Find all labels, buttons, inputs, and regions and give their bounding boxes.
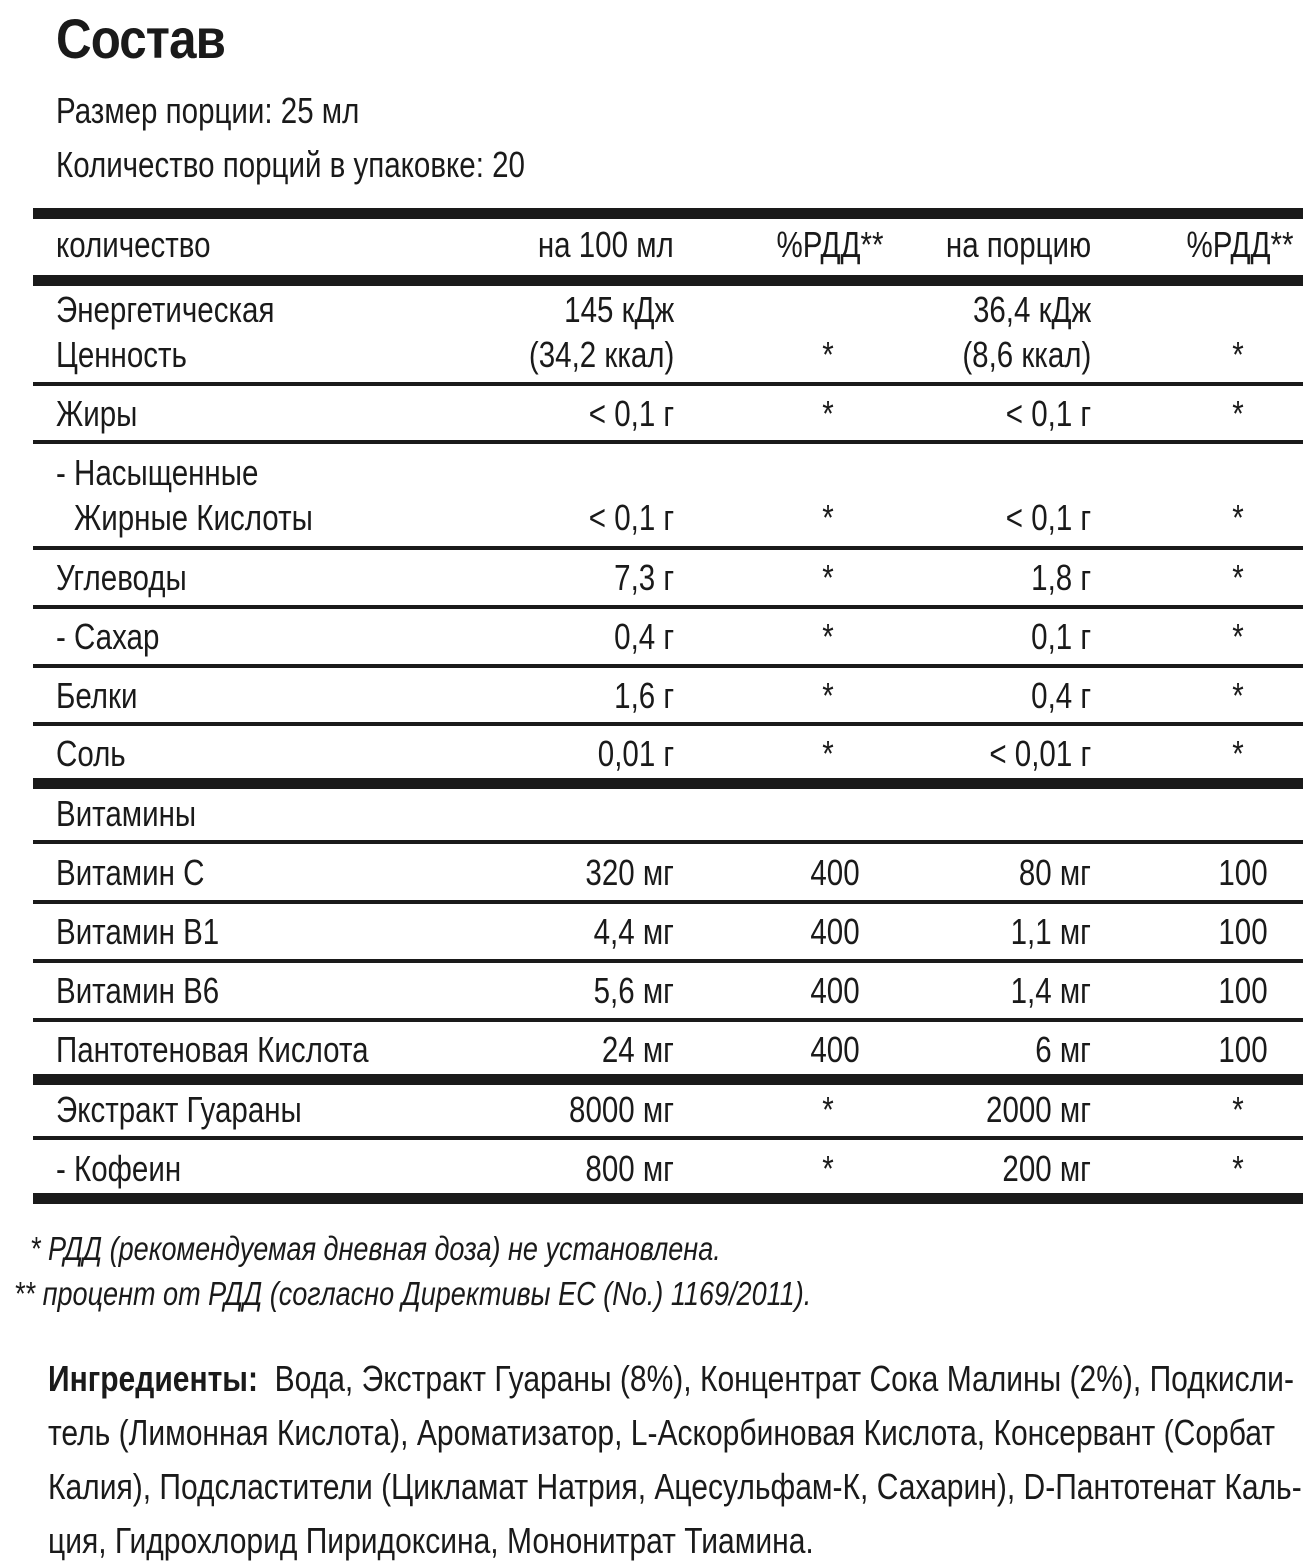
rule-row [33, 722, 1303, 726]
row-energy-per100: (34,2 ккал) [528, 334, 674, 375]
row-energy-name: Ценность [56, 334, 187, 375]
rule-row [33, 900, 1303, 904]
ingredients-text: тель (Лимонная Кислота), Ароматизатор, L-Аскорбиновая Кислота, Консервант (Сорбат [48, 1412, 1276, 1453]
rule-top [33, 208, 1303, 219]
row-pantothenic-rdd2: 100 [1218, 1029, 1268, 1070]
section-vitamins: Витамины [56, 793, 197, 834]
row-sugar-serving: 0,1 г [1030, 616, 1091, 657]
row-vitamin-c-rdd2: 100 [1218, 852, 1268, 893]
row-energy-serving: 36,4 кДж [972, 289, 1091, 330]
row-saturated-rdd1: * [822, 497, 834, 538]
row-sugar-rdd1: * [822, 616, 834, 657]
row-protein-name: Белки [56, 675, 138, 716]
row-saturated-rdd2: * [1232, 497, 1244, 538]
row-caffeine-serving: 200 мг [1002, 1148, 1091, 1189]
row-salt-name: Соль [56, 733, 126, 774]
row-vitamin-b1-rdd2: 100 [1218, 911, 1268, 952]
row-salt-serving: < 0,01 г [989, 733, 1091, 774]
rule-row [33, 440, 1303, 444]
row-protein-rdd2: * [1232, 675, 1244, 716]
row-guarana-rdd1: * [822, 1089, 834, 1130]
row-guarana-per100: 8000 мг [569, 1089, 674, 1130]
row-saturated-name: Жирные Кислоты [74, 497, 313, 538]
row-vitamin-c-per100: 320 мг [585, 852, 674, 893]
row-caffeine-per100: 800 мг [585, 1148, 674, 1189]
rule-row [33, 605, 1303, 609]
column-header-per-serving: на порцию [945, 224, 1091, 265]
row-vitamin-b6-rdd1: 400 [810, 970, 860, 1011]
footnote-rdd-percent: ** процент от РДД (согласно Директивы ЕС (No.) 1169/2011). [14, 1275, 812, 1312]
row-vitamin-b6-per100: 5,6 мг [593, 970, 674, 1011]
row-salt-per100: 0,01 г [597, 733, 674, 774]
rule-row [33, 1136, 1303, 1140]
rule-row [33, 382, 1303, 386]
row-carbs-per100: 7,3 г [613, 557, 674, 598]
row-vitamin-b1-per100: 4,4 мг [593, 911, 674, 952]
row-saturated-serving: < 0,1 г [1005, 497, 1091, 538]
row-energy-rdd1: * [822, 334, 834, 375]
column-header-per100: на 100 мл [538, 224, 674, 265]
ingredients-block [48, 1352, 1302, 1568]
row-vitamin-b1-serving: 1,1 мг [1010, 911, 1091, 952]
row-vitamin-c-rdd1: 400 [810, 852, 860, 893]
row-vitamin-b1-name: Витамин В1 [56, 911, 220, 952]
rule-row [33, 546, 1303, 550]
row-guarana-rdd2: * [1232, 1089, 1244, 1130]
row-vitamin-b1-rdd1: 400 [810, 911, 860, 952]
row-fats-per100: < 0,1 г [588, 393, 674, 434]
row-caffeine-rdd1: * [822, 1148, 834, 1189]
row-caffeine-name: - Кофеин [56, 1148, 182, 1189]
ingredients-text: Вода, Экстракт Гуараны (8%), Концентрат Сока Малины (2%), Подкисли- [274, 1358, 1294, 1399]
row-vitamin-b6-rdd2: 100 [1218, 970, 1268, 1011]
row-fats-rdd1: * [822, 393, 834, 434]
ingredients-text: ция, Гидрохлорид Пиридоксина, Мононитрат Тиамина. [48, 1520, 814, 1561]
rule-row [33, 959, 1303, 963]
row-pantothenic-per100: 24 мг [601, 1029, 674, 1070]
row-carbs-rdd2: * [1232, 557, 1244, 598]
row-caffeine-rdd2: * [1232, 1148, 1244, 1189]
rule-section [33, 1074, 1303, 1085]
row-pantothenic-rdd1: 400 [810, 1029, 860, 1070]
rule-header [33, 275, 1303, 286]
footnote-rdd-not-set: * РДД (рекомендуемая дневная доза) не установлена. [30, 1230, 721, 1267]
rule-section [33, 778, 1303, 789]
row-energy-rdd2: * [1232, 334, 1244, 375]
rule-row [33, 664, 1303, 668]
row-fats-name: Жиры [56, 393, 138, 434]
ingredients-text: Калия), Подсластители (Цикламат Натрия, Ацесульфам-К, Сахарин), D-Пантотенат Каль- [48, 1466, 1302, 1507]
row-vitamin-b6-name: Витамин В6 [56, 970, 220, 1011]
row-sugar-per100: 0,4 г [613, 616, 674, 657]
page-title: Состав [56, 7, 226, 70]
row-protein-per100: 1,6 г [613, 675, 674, 716]
row-salt-rdd1: * [822, 733, 834, 774]
rule-row [33, 840, 1303, 844]
row-guarana-serving: 2000 мг [986, 1089, 1091, 1130]
row-guarana-name: Экстракт Гуараны [56, 1089, 302, 1130]
row-energy-per100: 145 кДж [563, 289, 674, 330]
row-carbs-serving: 1,8 г [1030, 557, 1091, 598]
row-vitamin-c-serving: 80 мг [1018, 852, 1091, 893]
row-carbs-rdd1: * [822, 557, 834, 598]
row-sugar-name: - Сахар [56, 616, 160, 657]
ingredients-label: Ингредиенты: [48, 1358, 258, 1399]
rule-row [33, 1018, 1303, 1022]
row-saturated-per100: < 0,1 г [588, 497, 674, 538]
servings-per-pack: Количество порций в упаковке: 20 [56, 144, 525, 185]
column-header-amount: количество [56, 224, 211, 265]
row-energy-serving: (8,6 ккал) [961, 334, 1091, 375]
row-fats-serving: < 0,1 г [1005, 393, 1091, 434]
row-sugar-rdd2: * [1232, 616, 1244, 657]
row-pantothenic-name: Пантотеновая Кислота [56, 1029, 369, 1070]
row-saturated-name: - Насыщенные [56, 452, 259, 493]
rule-bottom [33, 1193, 1303, 1204]
row-pantothenic-serving: 6 мг [1035, 1029, 1091, 1070]
row-protein-rdd1: * [822, 675, 834, 716]
row-energy-name: Энергетическая [56, 289, 275, 330]
column-header-rdd2: %РДД** [1186, 224, 1294, 265]
row-salt-rdd2: * [1232, 733, 1244, 774]
row-fats-rdd2: * [1232, 393, 1244, 434]
row-protein-serving: 0,4 г [1030, 675, 1091, 716]
row-vitamin-b6-serving: 1,4 мг [1010, 970, 1091, 1011]
serving-size: Размер порции: 25 мл [56, 90, 360, 131]
row-vitamin-c-name: Витамин С [56, 852, 205, 893]
row-carbs-name: Углеводы [56, 557, 187, 598]
column-header-rdd1: %РДД** [776, 224, 884, 265]
